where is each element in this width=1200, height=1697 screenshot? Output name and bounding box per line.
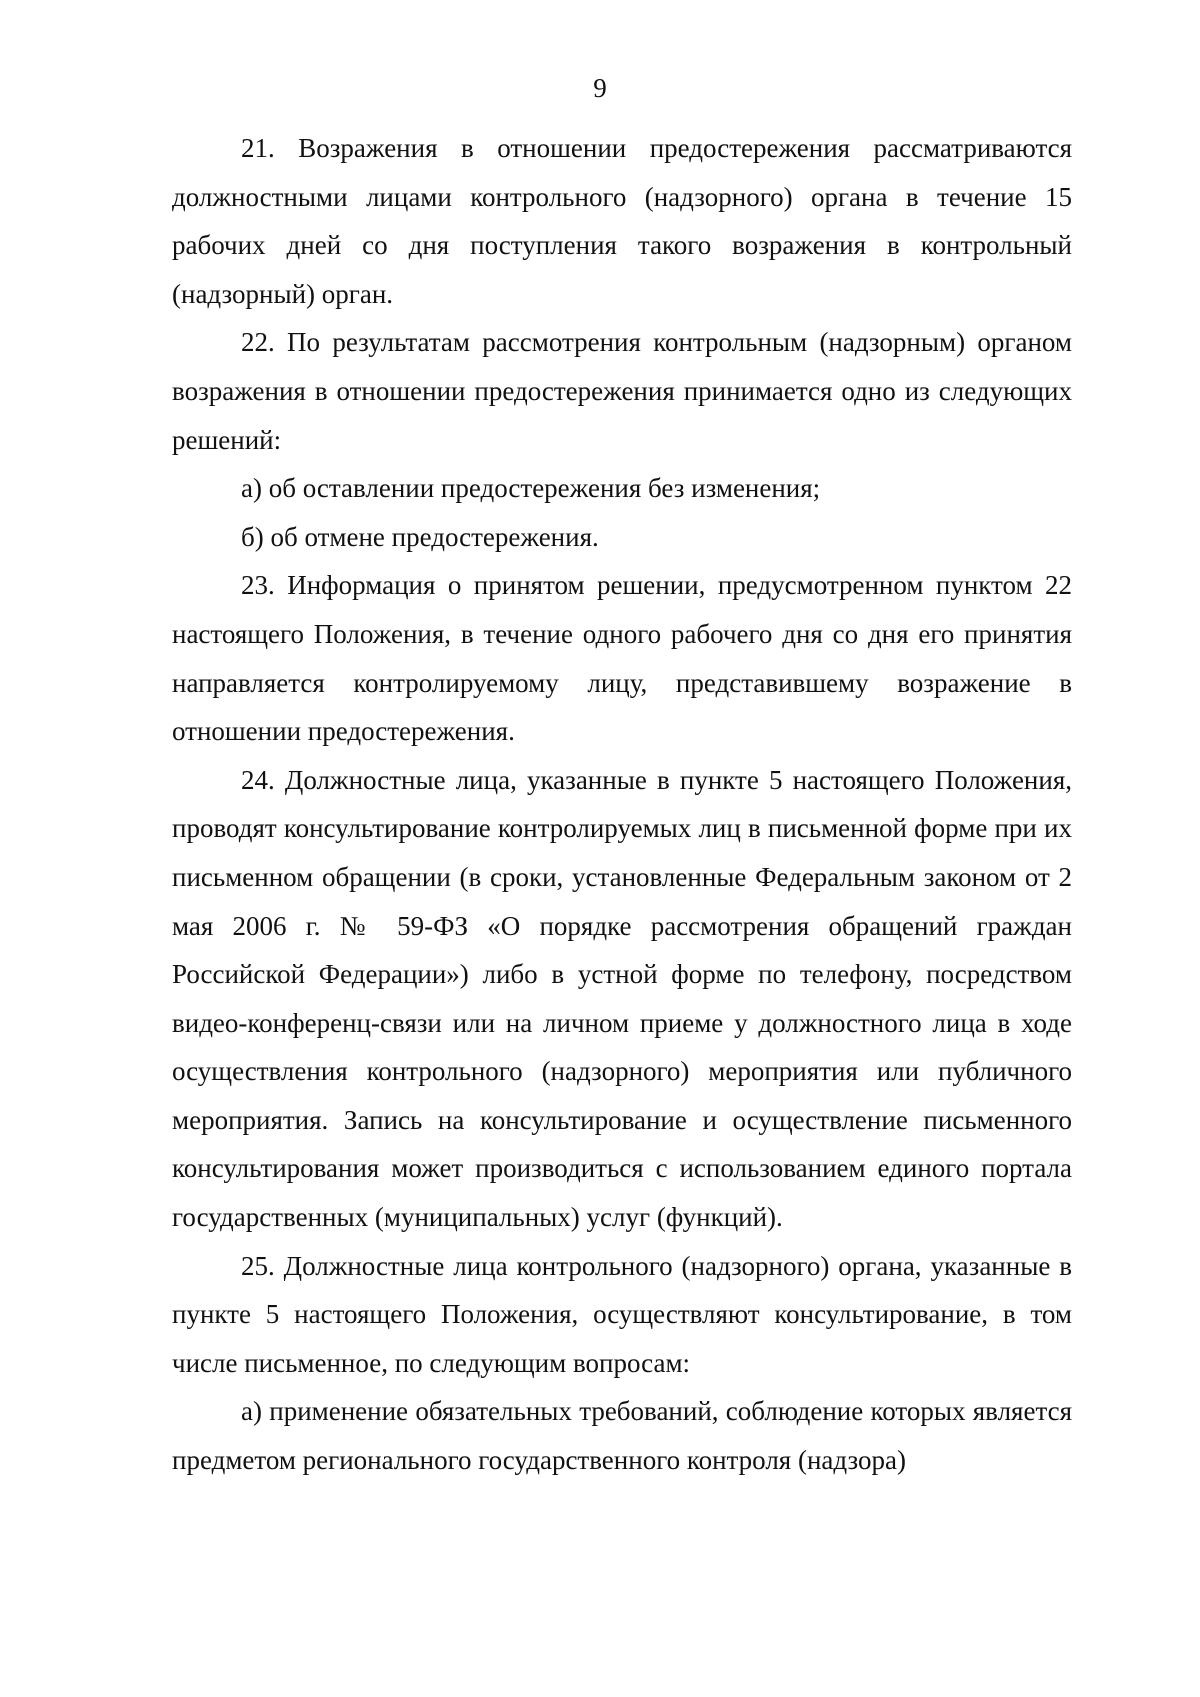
paragraph-21: 21. Возражения в отношении предостережения рассматриваются должностными лицами контрольного (надзорного) органа в течение 15 рабочих дней со дня поступления такого возражения в контрольный (надзорный) орган.: [172, 133, 1072, 309]
paragraph-22: 22. По результатам рассмотрения контрольным (надзорным) органом возражения в отношении предостережения принимается одно из следующих решений:: [172, 327, 1072, 455]
paragraph-22-b: б) об отмене предостережения.: [241, 521, 599, 552]
paragraph-25: 25. Должностные лица контрольного (надзорного) органа, указанные в пункте 5 настоящего Положения, осуществляют консультирование, в том числе письменное, по следующим вопросам:: [172, 1250, 1072, 1378]
paragraph-23: 23. Информация о принятом решении, предусмотренном пунктом 22 настоящего Положения, в течение одного рабочего дня со дня его принятия направляется контролируемому лицу, представившему возражение в отношении предостережения.: [172, 570, 1072, 747]
paragraph-25-a: а) применение обязательных требований, соблюдение которых является предметом регионального государственного контроля (надзора): [172, 1396, 1072, 1476]
document-body: [172, 124, 1072, 1485]
paragraph-22-a: а) об оставлении предостережения без изменения;: [241, 473, 821, 504]
page-number: 9: [593, 73, 607, 103]
paragraph-24: 24. Должностные лица, указанные в пункте 5 настоящего Положения, проводят консультирование контролируемых лиц в письменной форме при их письменном обращении (в сроки, установленные Федеральным законом от 2 мая 2006 г. № 59-ФЗ «О порядке рассмотрения обращений граждан Российской Федерации») либо в устной форме по телефону, посредством видео-конференц-связи или на личном приеме у должностного лица в ходе осуществления контрольного (надзорного) мероприятия или публичного мероприятия. Запись на консультирование и осуществление письменного консультирования может производиться с использованием единого портала государственных (муниципальных) услуг (функций).: [172, 764, 1072, 1233]
